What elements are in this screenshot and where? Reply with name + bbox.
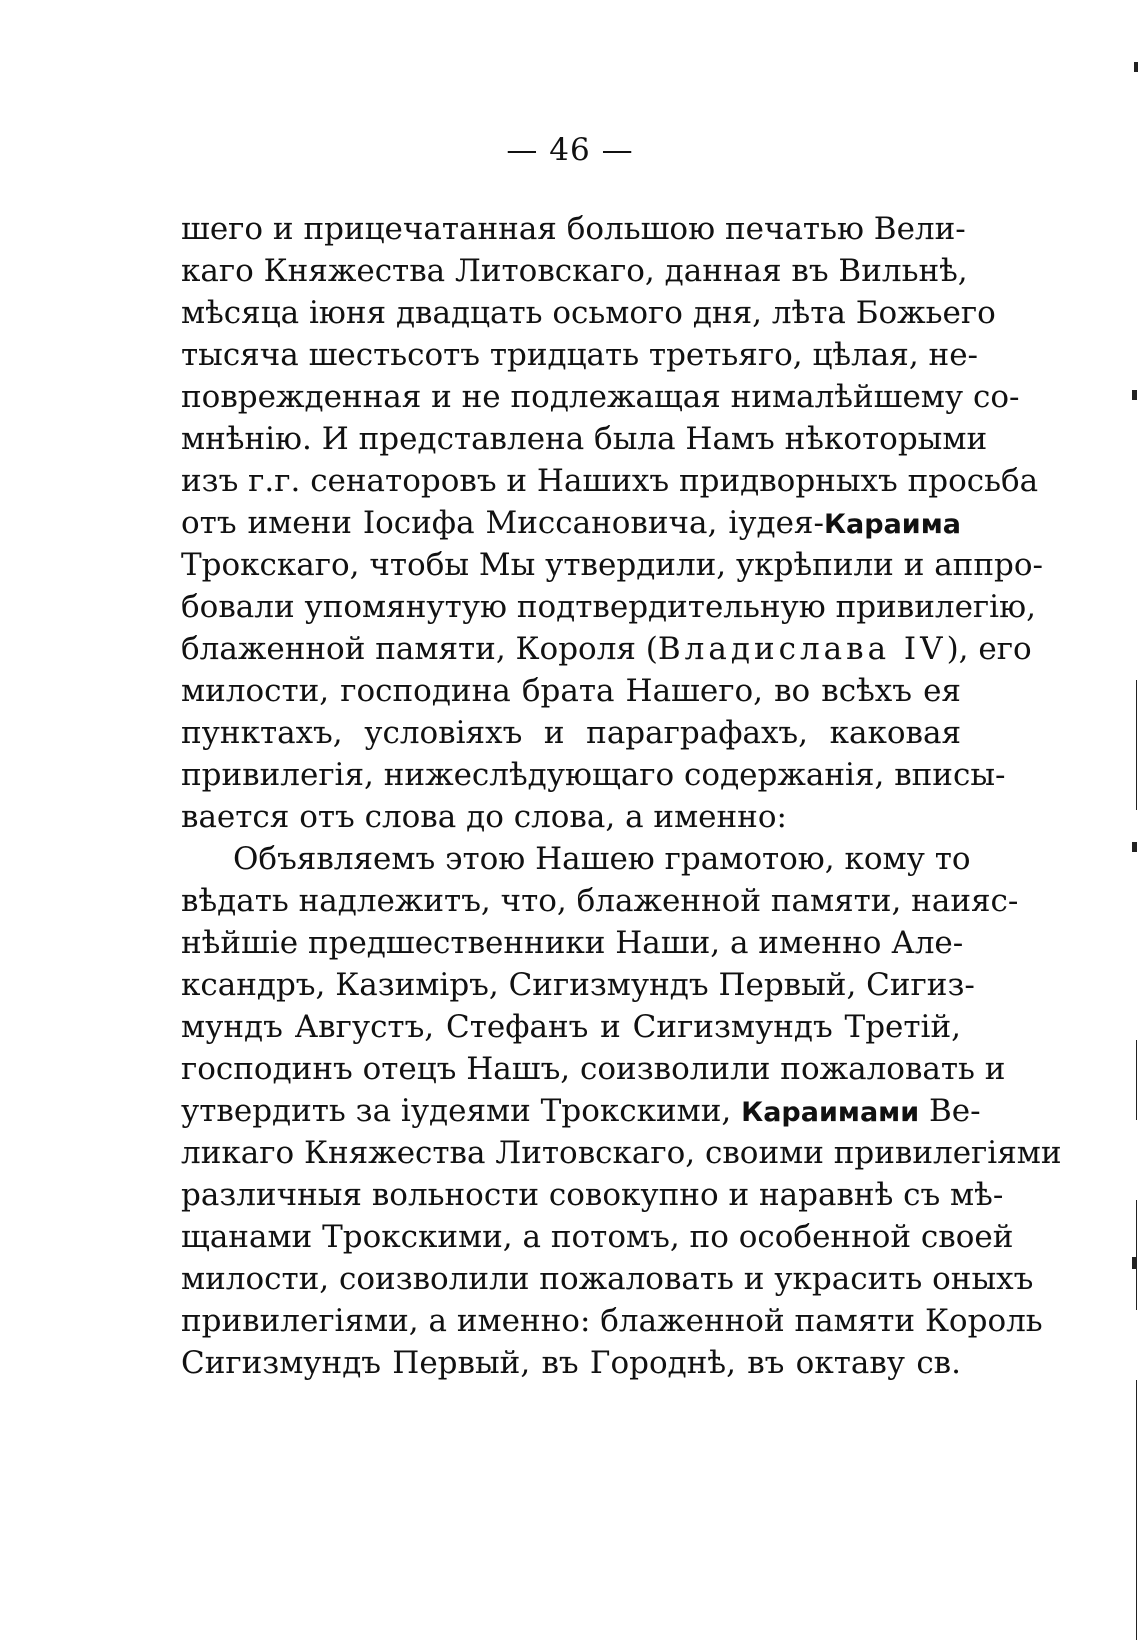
text-line: нѣйшіе предшественники Наши, а именно Але- <box>181 925 964 961</box>
scan-edge-mark <box>1136 1380 1137 1640</box>
scan-edge-mark <box>1136 1200 1137 1310</box>
text-line: мѣсяца іюня двадцать осьмого дня, лѣта Божьего <box>181 295 996 331</box>
text-segment: Ве- <box>919 1093 981 1129</box>
text-line: господинъ отецъ Нашъ, соизволили пожаловать и <box>181 1051 1006 1087</box>
text-line <box>181 502 961 544</box>
text-line: каго Княжества Литовскаго, данная въ Вильнѣ, <box>181 253 968 289</box>
text-line: милости, соизволили пожаловать и украсить оныхъ <box>181 1261 1034 1297</box>
page-number: — 46 — <box>506 132 634 168</box>
text-line: ликаго Княжества Литовскаго, своими привилегіями <box>181 1135 1062 1171</box>
emphasized-word: Караимами <box>741 1097 920 1128</box>
emphasized-word: Караима <box>823 509 961 540</box>
scan-edge-mark <box>1132 390 1137 400</box>
text-line: Сигизмундъ Первый, въ Городнѣ, въ октаву св. <box>181 1345 961 1381</box>
text-line: поврежденная и не подлежащая нималѣйшему со- <box>181 379 1020 415</box>
text-line: тысяча шестьсотъ тридцать третьяго, цѣлая, не- <box>181 337 979 373</box>
text-line <box>181 1090 981 1132</box>
spaced-name: Владислава IV <box>657 631 947 667</box>
text-line: щанами Трокскими, а потомъ, по особенной своей <box>181 1219 1014 1255</box>
text-line: привилегія, нижеслѣдующаго содержанія, вписы- <box>181 757 1006 793</box>
scan-edge-mark <box>1136 680 1137 810</box>
text-line: изъ г.г. сенаторовъ и Нашихъ придворныхъ просьба <box>181 463 1039 499</box>
text-line: бовали упомянутую подтвердительную привилегію, <box>181 589 1036 625</box>
scan-edge-mark <box>1134 62 1138 72</box>
paragraph-last-line: вается отъ слова до слова, а именно: <box>181 799 787 835</box>
text-line: пунктахъ, условіяхъ и параграфахъ, каковая <box>181 715 961 751</box>
text-line: Трокскаго, чтобы Мы утвердили, укрѣпили и аппро- <box>181 547 1043 583</box>
text-line: ксандръ, Казиміръ, Сигизмундъ Первый, Сигиз- <box>181 967 975 1003</box>
text-line: шего и прицечатанная большою печатью Вели- <box>181 211 966 247</box>
text-line: мундъ Августъ, Стефанъ и Сигизмундъ Третій, <box>181 1009 961 1045</box>
text-segment: блаженной памяти, Короля ( <box>181 631 658 667</box>
text-line <box>181 628 1032 670</box>
text-segment: ), его <box>946 631 1032 667</box>
text-segment: отъ имени Іосифа Миссановича, іудея- <box>181 505 824 541</box>
text-line: милости, господина брата Нашего, во всѣхъ ея <box>181 673 961 709</box>
text-line: привилегіями, а именно: блаженной памяти Король <box>181 1303 1043 1339</box>
scan-edge-mark <box>1136 1040 1137 1120</box>
text-line: мнѣнію. И представлена была Намъ нѣкоторыми <box>181 421 988 457</box>
scan-edge-mark <box>1132 842 1137 852</box>
text-segment: утвердить за іудеями Трокскими, <box>181 1093 742 1129</box>
body-text <box>181 208 1062 1384</box>
text-line: различныя вольности совокупно и наравнѣ съ мѣ- <box>181 1177 1004 1213</box>
paragraph-first-line: Объявляемъ этою Нашею грамотою, кому то <box>233 841 971 877</box>
text-line: вѣдать надлежитъ, что, блаженной памяти, наияс- <box>181 883 1019 919</box>
